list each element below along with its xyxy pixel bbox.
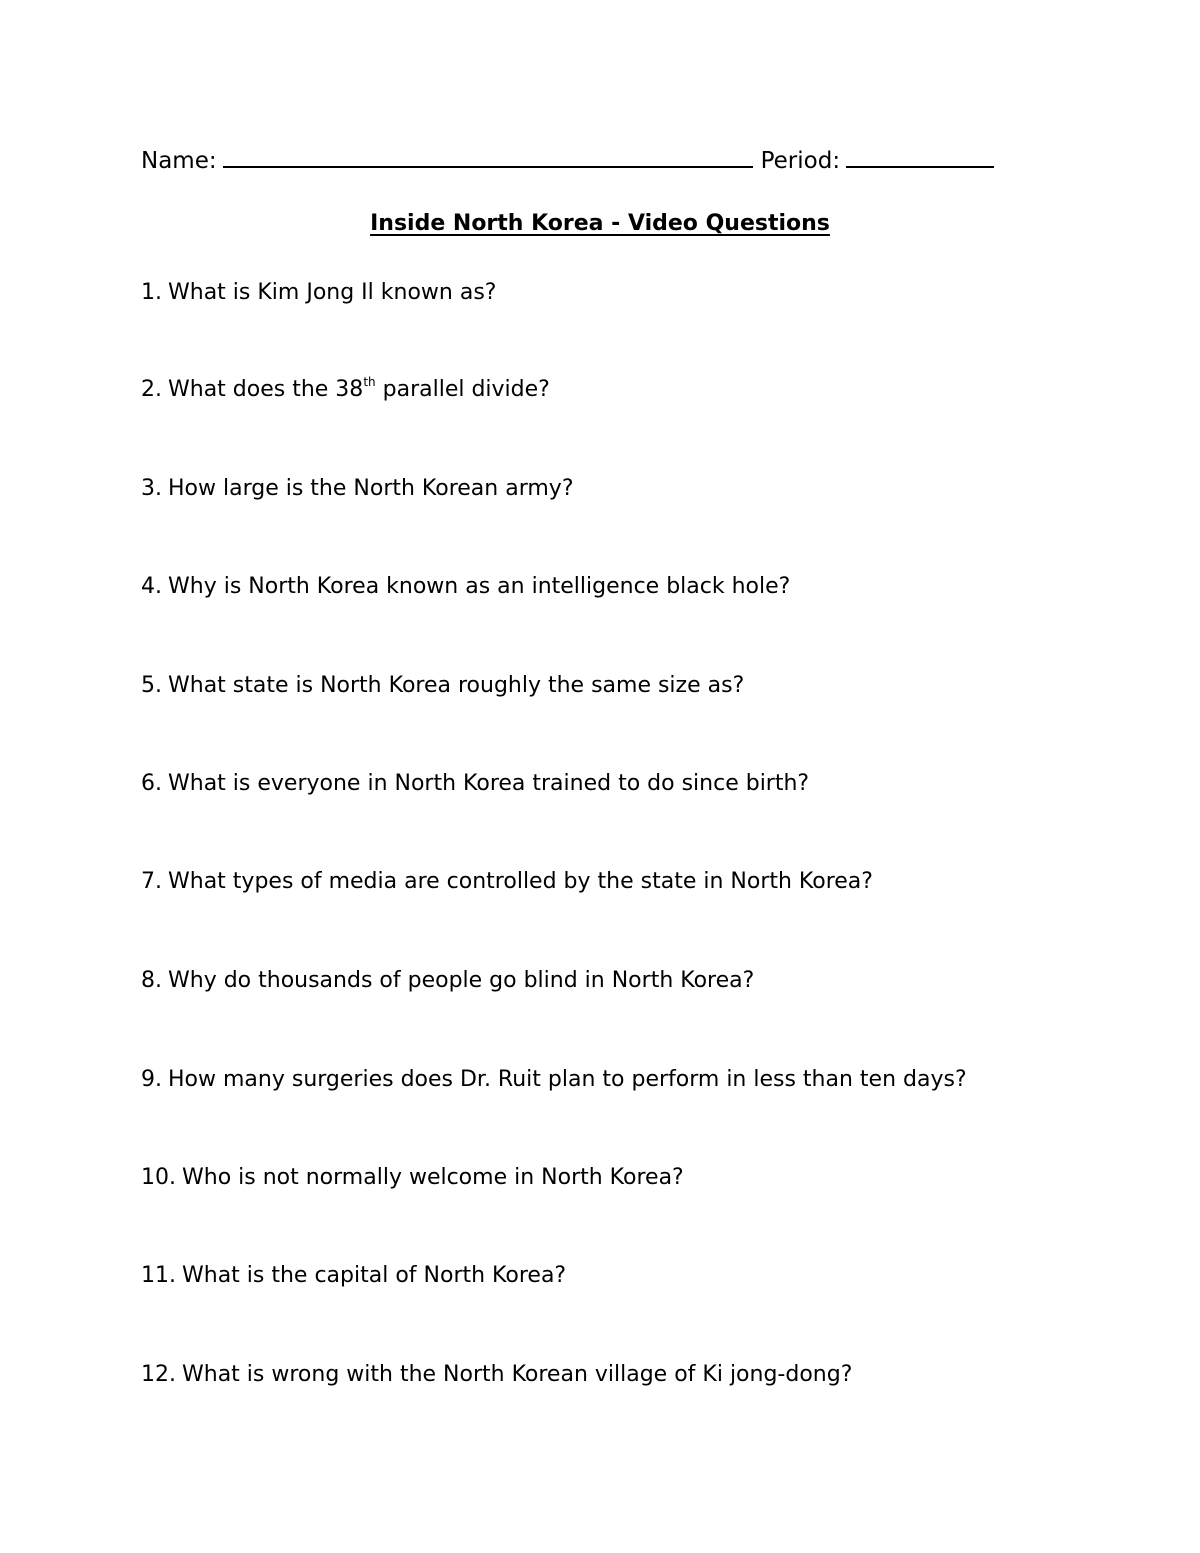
question-text: How large is the North Korean army? bbox=[168, 476, 574, 501]
question-text: What is the capital of North Korea? bbox=[182, 1263, 567, 1288]
question-number: 1. bbox=[141, 280, 162, 305]
question-number: 12. bbox=[141, 1362, 176, 1387]
question-5 bbox=[141, 669, 1121, 703]
question-2 bbox=[141, 373, 1121, 407]
question-text: What is wrong with the North Korean village of Ki jong-dong? bbox=[182, 1362, 853, 1387]
question-number: 2. bbox=[141, 377, 162, 402]
question-number: 8. bbox=[141, 968, 162, 993]
question-number: 11. bbox=[141, 1263, 176, 1288]
question-text: Why is North Korea known as an intelligence black hole? bbox=[168, 574, 791, 599]
question-text: What state is North Korea roughly the same size as? bbox=[168, 673, 745, 698]
question-number: 10. bbox=[141, 1165, 176, 1190]
worksheet-title: Inside North Korea - Video Questions bbox=[370, 211, 830, 236]
question-number: 3. bbox=[141, 476, 162, 501]
question-text-part1: What does the 38 bbox=[168, 377, 364, 402]
question-9 bbox=[141, 1063, 1121, 1097]
question-text: Why do thousands of people go blind in North Korea? bbox=[168, 968, 755, 993]
question-text: How many surgeries does Dr. Ruit plan to perform in less than ten days? bbox=[168, 1067, 967, 1092]
question-number: 7. bbox=[141, 869, 162, 894]
question-number: 9. bbox=[141, 1067, 162, 1092]
name-label: Name: bbox=[141, 148, 217, 174]
ordinal-suffix: th bbox=[363, 375, 376, 389]
question-11 bbox=[141, 1259, 1121, 1293]
question-8 bbox=[141, 964, 1121, 998]
question-number: 4. bbox=[141, 574, 162, 599]
question-4 bbox=[141, 570, 1121, 604]
question-text-part2: parallel divide? bbox=[375, 377, 550, 402]
question-text: Who is not normally welcome in North Korea? bbox=[182, 1165, 684, 1190]
question-10 bbox=[141, 1161, 1121, 1195]
period-blank-line[interactable] bbox=[846, 140, 994, 168]
question-text: What is everyone in North Korea trained to do since birth? bbox=[168, 771, 810, 796]
question-number: 6. bbox=[141, 771, 162, 796]
question-6 bbox=[141, 767, 1121, 801]
period-label: Period: bbox=[760, 148, 841, 174]
question-3 bbox=[141, 472, 1121, 506]
question-7 bbox=[141, 865, 1121, 899]
question-number: 5. bbox=[141, 673, 162, 698]
question-1 bbox=[141, 276, 1121, 310]
header-row bbox=[141, 140, 991, 180]
name-blank-line[interactable] bbox=[223, 140, 753, 168]
question-text: What types of media are controlled by the state in North Korea? bbox=[168, 869, 873, 894]
question-text: What is Kim Jong Il known as? bbox=[168, 280, 497, 305]
question-12 bbox=[141, 1358, 1121, 1392]
